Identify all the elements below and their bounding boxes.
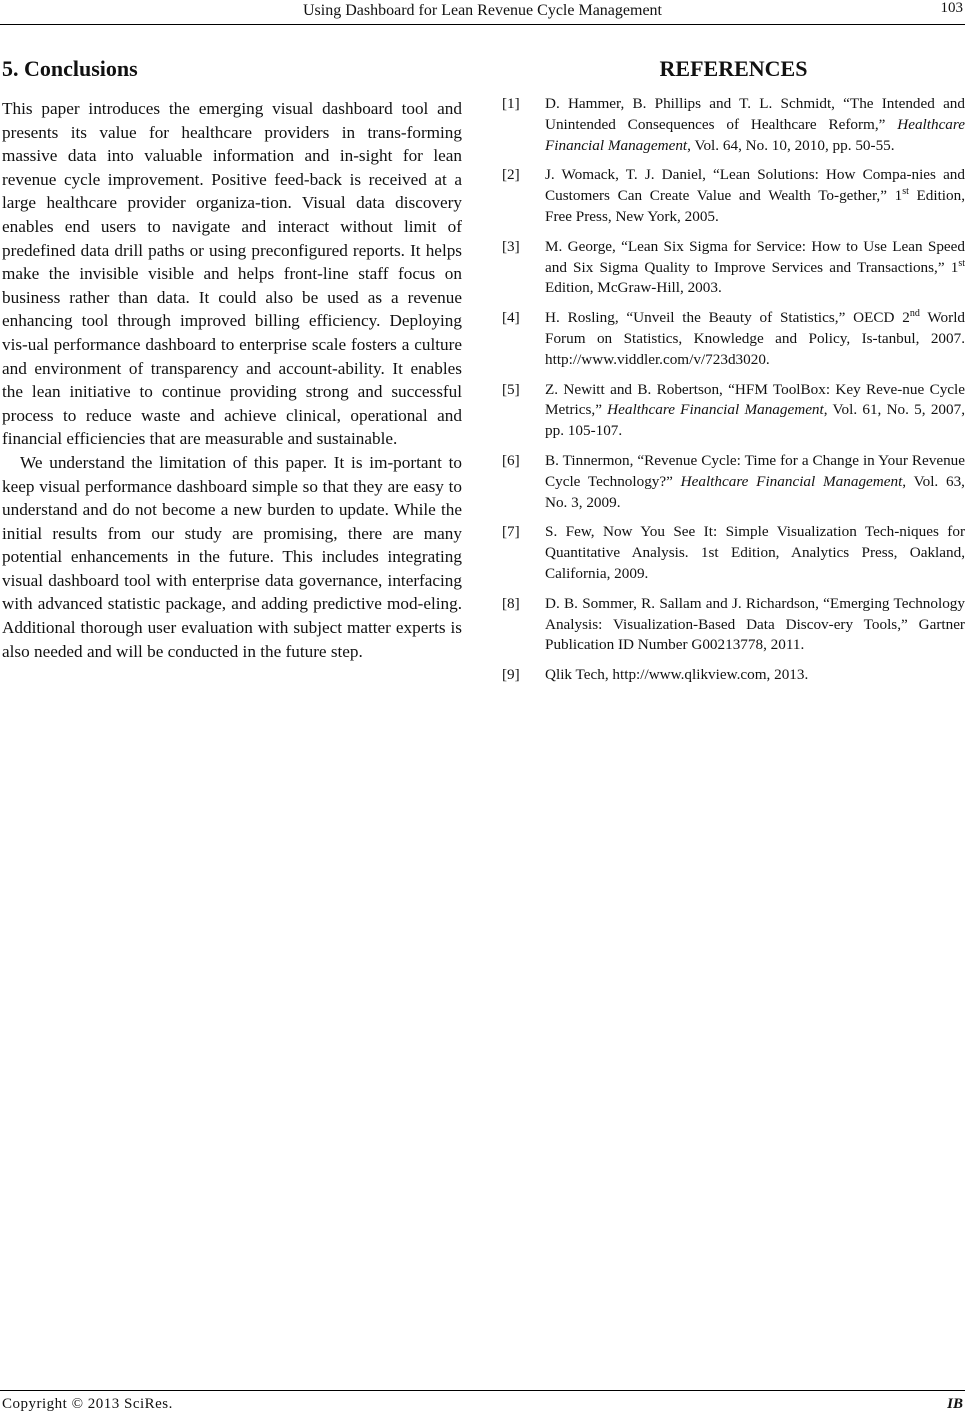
reference-text-end: World Forum on Statistics, Knowledge and Policy, Is-tanbul, 2007. http://www.viddler.com/v/723d3020. xyxy=(545,309,965,368)
reference-number: [8] xyxy=(502,594,520,612)
running-header xyxy=(0,0,965,22)
reference-number: [5] xyxy=(502,380,520,398)
references-section xyxy=(502,55,965,695)
reference-text: D. B. Sommer, R. Sallam and J. Richardson, “Emerging Technology Analysis: Visualization-Based Data Discov-ery Tools,” Gartner Publication ID Number G00213778, 2011. xyxy=(545,594,965,654)
reference-text: Z. Newitt and B. Robertson, “HFM ToolBox: Key Reve-nue Cycle Metrics,” xyxy=(545,380,965,419)
reference-superscript: nd xyxy=(909,308,920,320)
reference-number: [1] xyxy=(502,95,520,112)
reference-text-end: , Vol. 64, No. 10, 2010, pp. 50-55. xyxy=(687,136,895,154)
reference-journal: Healthcare Financial Management xyxy=(607,401,824,419)
reference-text-end: Edition, McGraw-Hill, 2003. xyxy=(545,279,722,297)
reference-superscript: st xyxy=(958,257,965,269)
reference-item-3 xyxy=(502,237,965,299)
running-title: Using Dashboard for Lean Revenue Cycle Management xyxy=(303,2,662,19)
page-number: 103 xyxy=(940,0,963,16)
reference-text-end: , Vol. 63, No. 3, 2009. xyxy=(545,472,965,511)
reference-text: H. Rosling, “Unveil the Beauty of Statistics,” OECD 2 xyxy=(545,309,910,327)
reference-list xyxy=(502,94,965,686)
reference-item-2 xyxy=(502,165,965,227)
copyright-notice: Copyright © 2013 SciRes. xyxy=(2,1396,173,1412)
reference-number: [6] xyxy=(502,451,520,469)
reference-text-end: , Vol. 61, No. 5, 2007, pp. 105-107. xyxy=(545,401,965,440)
reference-journal: Healthcare Financial Management xyxy=(680,472,903,490)
reference-text: J. Womack, T. J. Daniel, “Lean Solutions: How Compa-nies and Customers Can Create Value and Wealth To-gether,” 1 xyxy=(545,166,965,205)
footer-rule xyxy=(0,1390,965,1391)
references-heading: REFERENCES xyxy=(659,56,808,81)
reference-item-1 xyxy=(502,94,965,156)
reference-item-4 xyxy=(502,308,965,370)
conclusions-paragraph-1: This paper introduces the emerging visual dashboard tool and presents its value for healthcare providers in trans-forming massive data into valuable information and in-sight for lean revenue cycle improvement. Positive feed-back is received at a large healthcare provider organiza-tion. Visual data discovery enables end users to navigate and interact without limit of predefined data drill paths or using preconfigured reports. It helps make the invisible visible and helps front-line staff focus on business rather than data. It could also be used as a revenue enhancing tool through improved billing efficiency. Deploying vis-ual performance dashboard to enterprise scale fosters a culture and environment of transparency and account-ability. It enables the lean initiative to continue providing strong and successful process to reduce waste and achieve clinical, operational and financial efficiencies that are measurable and sustainable. xyxy=(2,99,462,449)
reference-item-9 xyxy=(502,665,965,686)
reference-text-end: Edition, Free Press, New York, 2005. xyxy=(545,187,965,225)
reference-number: [9] xyxy=(502,666,520,684)
reference-superscript: st xyxy=(902,186,909,198)
reference-text: B. Tinnermon, “Revenue Cycle: Time for a Change in Your Revenue Cycle Technology?” xyxy=(545,451,965,490)
reference-number: [4] xyxy=(502,309,520,327)
journal-abbreviation: IB xyxy=(947,1396,963,1412)
reference-text: S. Few, Now You See It: Simple Visualization Tech-niques for Quantitative Analysis. 1st Edition, Analytics Press, Oakland, California, 2009. xyxy=(545,523,965,582)
reference-journal: Healthcare Financial Management xyxy=(545,115,965,154)
reference-item-6 xyxy=(502,451,965,513)
reference-item-5 xyxy=(502,380,965,442)
reference-text: D. Hammer, B. Phillips and T. L. Schmidt, “The Intended and Unintended Consequences of Healthcare Reform,” xyxy=(545,95,965,133)
header-rule xyxy=(0,24,965,25)
conclusions-paragraph-2: We understand the limitation of this paper. It is im-portant to keep visual performance dashboard simple so that they are easy to understand and do not become a new burden to update. While the initial results from our study are promising, there are many potential enhancements in the future. This includes integrating visual dashboard tool with enterprise data governance, interfacing with advanced statistic package, and adding predictive mod-eling. Additional thorough user evaluation with subject matter experts is also needed and will be conducted in the future step. xyxy=(2,452,462,661)
reference-text: Qlik Tech, http://www.qlikview.com, 2013. xyxy=(545,666,809,684)
reference-text: M. George, “Lean Six Sigma for Service: How to Use Lean Speed and Six Sigma Quality to Improve Services and Transactions,” 1 xyxy=(545,237,965,276)
conclusions-section xyxy=(2,55,462,663)
reference-item-8 xyxy=(502,594,965,656)
reference-item-7 xyxy=(502,522,965,584)
reference-number: [7] xyxy=(502,523,520,541)
conclusions-heading: 5. Conclusions xyxy=(2,56,138,81)
reference-number: [3] xyxy=(502,237,520,255)
reference-number: [2] xyxy=(502,166,520,184)
